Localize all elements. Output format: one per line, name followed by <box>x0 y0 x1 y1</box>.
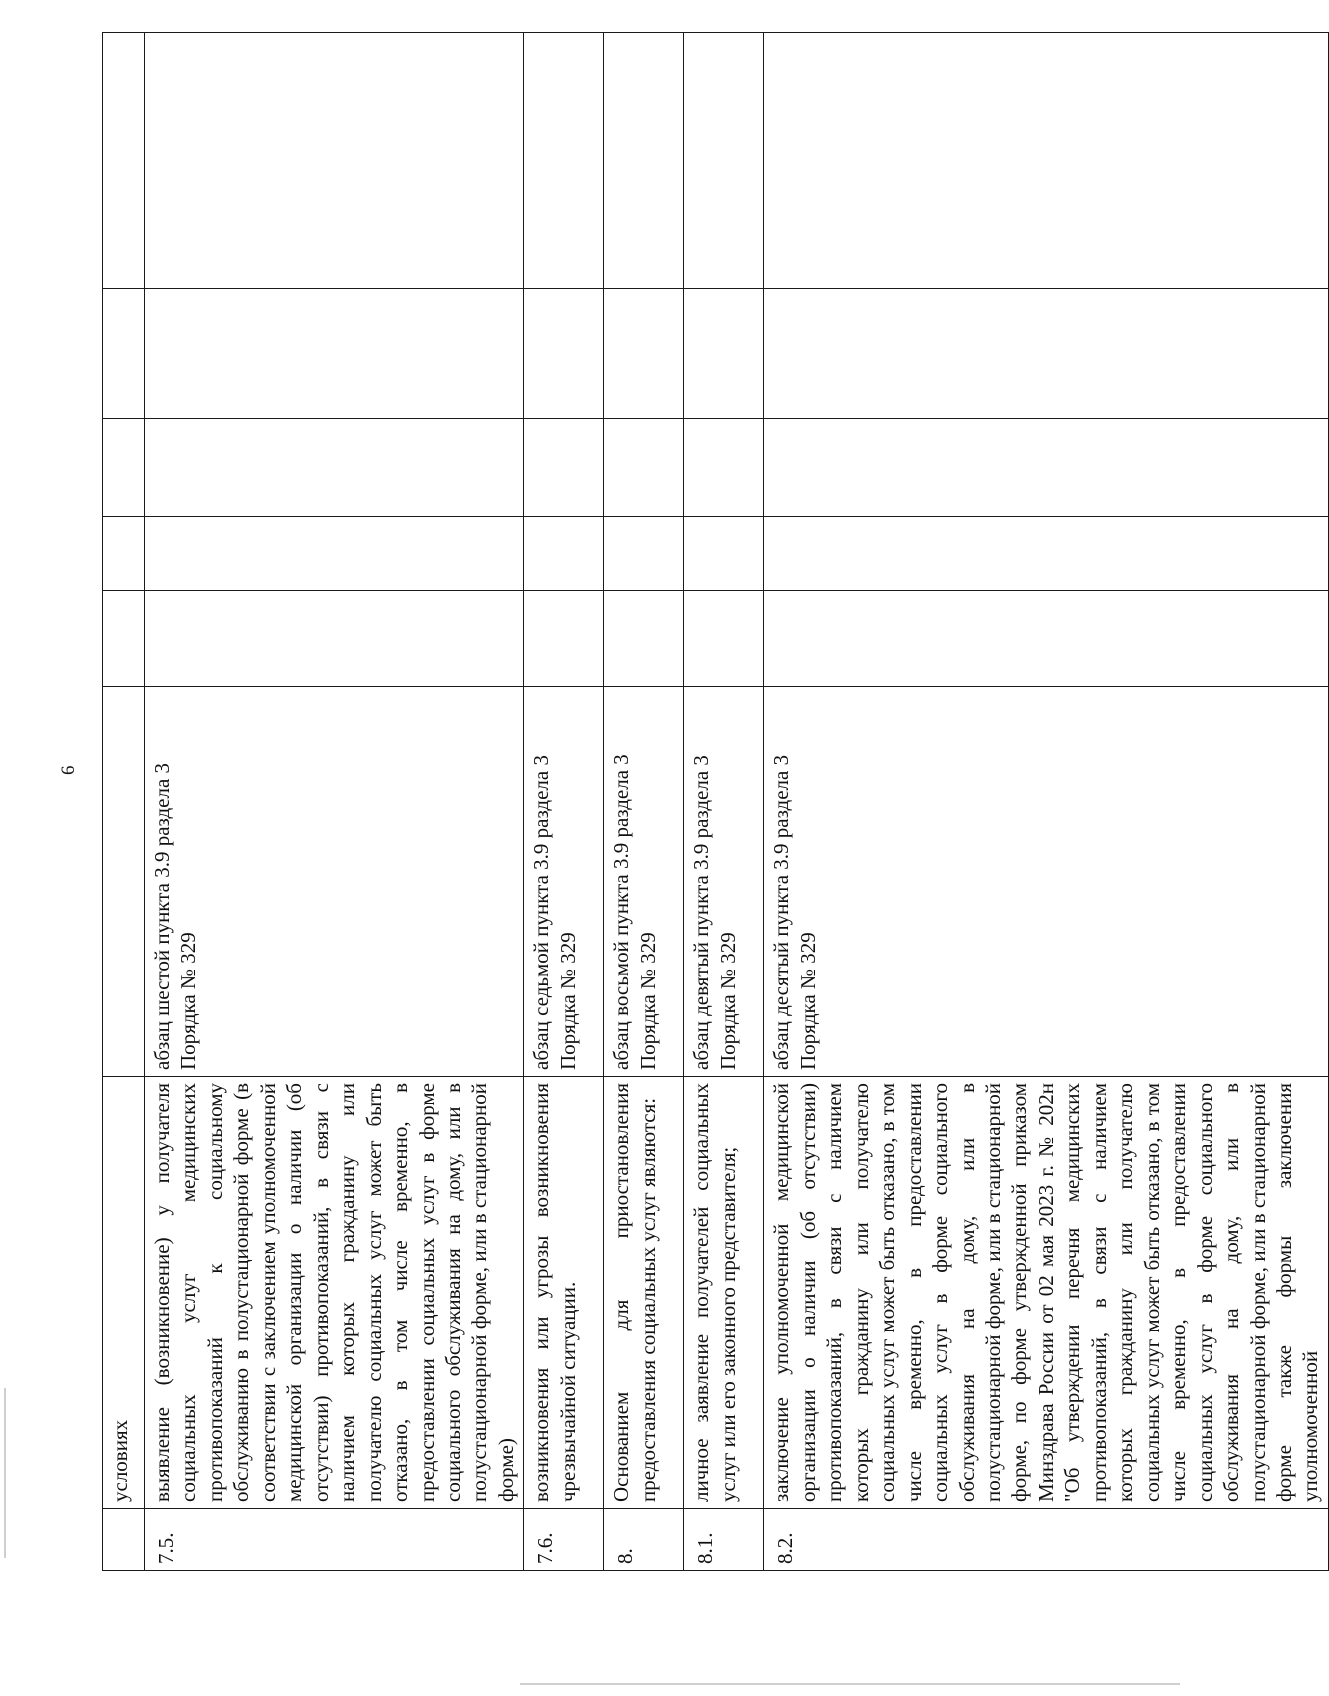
row-basis: абзац шестой пункта 3.9 раздела 3 Порядка № 329 <box>145 687 524 1077</box>
row-number: 7.6. <box>524 1509 604 1571</box>
row-basis: абзац десятый пункта 3.9 раздела 3 Порядка № 329 <box>764 687 1329 1077</box>
empty-cell <box>524 289 604 419</box>
empty-cell <box>684 517 764 591</box>
row-number <box>103 1509 145 1571</box>
empty-cell <box>145 419 524 517</box>
row-basis: абзац восьмой пункта 3.9 раздела 3 Порядка № 329 <box>604 687 684 1077</box>
row-basis: абзац девятый пункта 3.9 раздела 3 Порядка № 329 <box>684 687 764 1077</box>
empty-cell <box>764 591 1329 687</box>
empty-cell <box>103 289 145 419</box>
table-row <box>684 33 764 1571</box>
empty-cell <box>145 33 524 289</box>
row-condition: личное заявление получателей социальных услуг или его законного представителя; <box>684 1077 764 1509</box>
empty-cell <box>145 517 524 591</box>
empty-cell <box>684 289 764 419</box>
empty-cell <box>145 289 524 419</box>
empty-cell <box>604 33 684 289</box>
empty-cell <box>604 517 684 591</box>
table-row <box>145 33 524 1571</box>
page-number: 6 <box>58 765 79 775</box>
row-condition: заключение уполномоченной медицинской организации о наличии (об отсутствии) противопоказаний, в связи с наличием которых гражданину или получателю социальных услуг может быть отказано, в том числе временно, в предоставлении социальных услуг в форме социального обслуживания на дому, или в полустационарной форме, или в стационарной форме, по форме утвержденной приказом Минздрава России от 02 мая 2023 г. № 202н "Об утверждении перечня медицинских противопоказаний, в связи с наличием которых гражданину или получателю социальных услуг может быть отказано, в том числе временно, в предоставлении социальных услуг в форме социального обслуживания на дому, или в полустационарной форме, или в стационарной форме также формы заключения уполномоченной <box>764 1077 1329 1509</box>
empty-cell <box>764 419 1329 517</box>
row-number: 8.2. <box>764 1509 1329 1571</box>
empty-cell <box>103 591 145 687</box>
row-number: 8. <box>604 1509 684 1571</box>
empty-cell <box>604 419 684 517</box>
empty-cell <box>764 517 1329 591</box>
empty-cell <box>684 419 764 517</box>
table-row <box>103 33 145 1571</box>
empty-cell <box>103 517 145 591</box>
row-condition: Основанием для приостановления предоставления социальных услуг являются: <box>604 1077 684 1509</box>
empty-cell <box>103 33 145 289</box>
requirements-table <box>102 32 1329 1571</box>
empty-cell <box>684 33 764 289</box>
row-condition: условиях <box>103 1077 145 1509</box>
row-condition: выявление (возникновение) у получателя социальных услуг медицинских противопоказаний к социальному обслуживанию в полустационарной форме (в соответствии с заключением уполномоченной медицинской организации о наличии (об отсутствии) противопоказаний, в связи с наличием которых гражданину или получателю социальных услуг может быть отказано, в том числе временно, в предоставлении социальных услуг в форме социального обслуживания на дому, или в полустационарной форме, или в стационарной форме) <box>145 1077 524 1509</box>
empty-cell <box>604 289 684 419</box>
empty-cell <box>524 517 604 591</box>
empty-cell <box>684 591 764 687</box>
row-basis: абзац седьмой пункта 3.9 раздела 3 Порядка № 329 <box>524 687 604 1077</box>
scan-artifact <box>520 1683 1180 1685</box>
empty-cell <box>604 591 684 687</box>
empty-cell <box>764 289 1329 419</box>
row-condition: возникновения или угрозы возникновения чрезвычайной ситуации. <box>524 1077 604 1509</box>
empty-cell <box>764 33 1329 289</box>
empty-cell <box>524 33 604 289</box>
empty-cell <box>103 419 145 517</box>
row-basis <box>103 687 145 1077</box>
row-number: 7.5. <box>145 1509 524 1571</box>
table-row <box>604 33 684 1571</box>
empty-cell <box>145 591 524 687</box>
table-row <box>764 33 1329 1571</box>
row-number: 8.1. <box>684 1509 764 1571</box>
scan-artifact <box>4 1388 6 1558</box>
empty-cell <box>524 419 604 517</box>
table-row <box>524 33 604 1571</box>
rotated-table-container <box>102 33 1323 1571</box>
empty-cell <box>524 591 604 687</box>
